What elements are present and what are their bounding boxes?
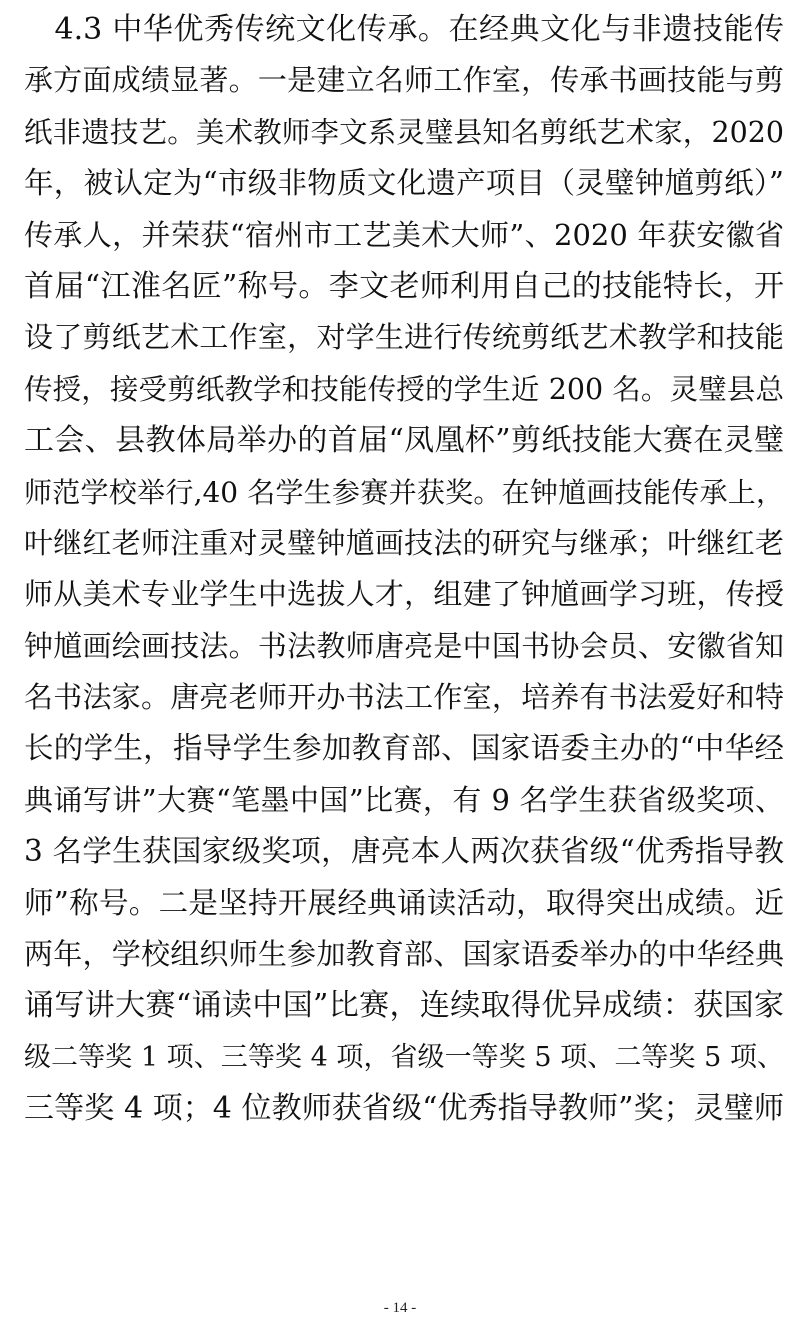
text-line: 叶继红老师注重对灵璧钟馗画技法的研究与继承；叶继红老	[24, 525, 784, 560]
text-line: 设了剪纸艺术工作室，对学生进行传统剪纸艺术教学和技能	[24, 320, 784, 355]
text-line: 师范学校举行,40 名学生参赛并获奖。在钟馗画技能传承上，	[24, 475, 784, 509]
text-line: 4.3 中华优秀传统文化传承。在经典文化与非遗技能传	[24, 12, 784, 47]
text-line: 级二等奖 1 项、三等奖 4 项，省级一等奖 5 项、二等奖 5 项、	[24, 1041, 784, 1073]
text-line: 师”称号。二是坚持开展经典诵读活动，取得突出成绩。近	[24, 885, 784, 920]
text-line: 首届“江淮名匠”称号。李文老师利用自己的技能特长，开	[24, 268, 784, 304]
body-text	[24, 4, 784, 1135]
text-line: 典诵写讲”大赛“笔墨中国”比赛，有 9 名学生获省级奖项、	[24, 782, 784, 817]
text-line: 三等奖 4 项；4 位教师获省级“优秀指导教师”奖；灵璧师	[24, 1091, 784, 1127]
text-line: 纸非遗技艺。美术教师李文系灵璧县知名剪纸艺术家，2020	[24, 115, 784, 149]
text-line: 钟馗画绘画技法。书法教师唐亮是中国书协会员、安徽省知	[24, 628, 784, 663]
text-line: 传授，接受剪纸教学和技能传授的学生近 200 名。灵璧县总	[24, 372, 784, 406]
text-line: 长的学生，指导学生参加教育部、国家语委主办的“中华经	[24, 731, 784, 766]
text-line: 传承人，并荣获“宿州市工艺美术大师”、2020 年获安徽省	[24, 217, 784, 252]
text-line: 3 名学生获国家级奖项，唐亮本人两次获省级“优秀指导教	[24, 834, 784, 869]
text-line: 师从美术专业学生中选拔人才，组建了钟馗画学习班，传授	[24, 577, 784, 612]
page-number: - 14 -	[383, 1300, 417, 1316]
text-line: 名书法家。唐亮老师开办书法工作室，培养有书法爱好和特	[24, 680, 784, 715]
text-line: 年，被认定为“市级非物质文化遗产项目（灵璧钟馗剪纸）”	[24, 166, 784, 201]
text-line: 诵写讲大赛“诵读中国”比赛，连续取得优异成绩：获国家	[24, 988, 784, 1024]
text-line: 工会、县教体局举办的首届“凤凰杯”剪纸技能大赛在灵璧	[24, 423, 784, 459]
text-line: 承方面成绩显著。一是建立名师工作室，传承书画技能与剪	[24, 63, 784, 98]
text-line: 两年，学校组织师生参加教育部、国家语委举办的中华经典	[24, 937, 784, 972]
